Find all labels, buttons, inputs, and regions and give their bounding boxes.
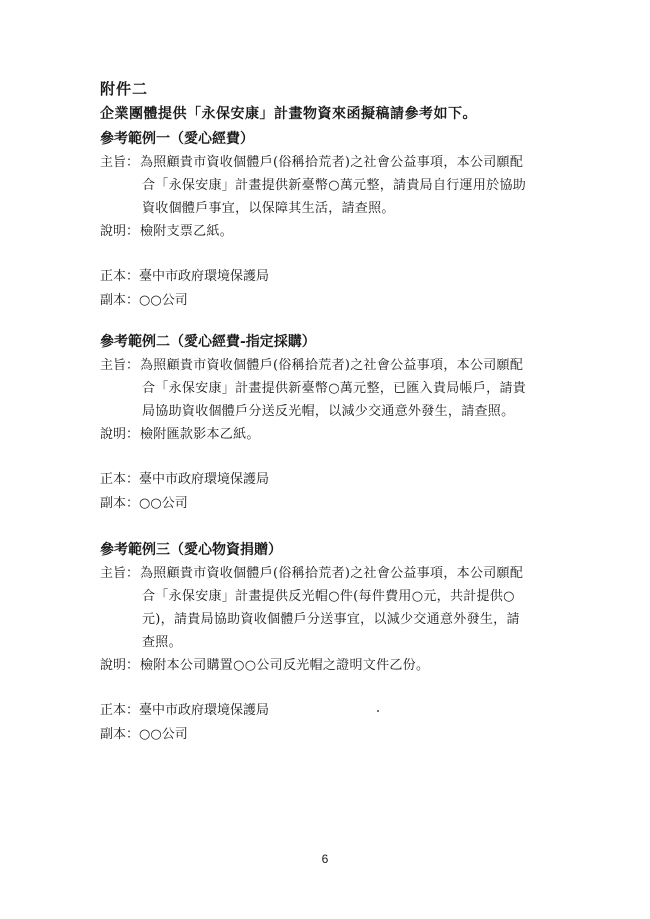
section-title: 參考範例二（愛心經費-指定採購）	[100, 334, 316, 350]
explanation-label: 說明：	[100, 224, 140, 239]
original-value: 臺中市政府環境保護局	[139, 472, 270, 487]
subject-line: 查照。	[142, 635, 182, 650]
subject-text	[140, 354, 560, 423]
original-recipient	[100, 265, 560, 289]
page-number: 6	[321, 852, 329, 866]
original-value: 臺中市政府環境保護局	[139, 269, 270, 284]
copy-label: 副本：	[100, 293, 140, 308]
original-label: 正本：	[100, 269, 140, 284]
explanation-text: 檢附本公司購置○○公司反光帽之證明文件乙份。	[140, 658, 430, 673]
subject-line: 為照顧貴市資收個體戶(俗稱拾荒者)之社會公益事項，本公司願配	[140, 155, 524, 170]
example-section-1	[100, 127, 560, 313]
explanation-text: 檢附匯款影本乙紙。	[140, 427, 260, 442]
original-label: 正本：	[100, 472, 140, 487]
copy-label: 副本：	[100, 496, 140, 511]
attachment-title: 附件二	[100, 80, 149, 98]
original-recipient	[100, 468, 560, 492]
explanation-label: 說明：	[100, 658, 140, 673]
original-recipient	[100, 699, 560, 723]
document-heading: 企業團體提供「永保安康」計畫物資來函擬稿請參考如下。	[100, 106, 477, 122]
subject-row	[100, 151, 560, 220]
subject-label: 主旨：	[100, 155, 140, 170]
section-title: 參考範例三（愛心物資捐贈）	[100, 542, 282, 558]
explanation-text: 檢附支票乙紙。	[140, 224, 234, 239]
subject-line: 合「永保安康」計畫提供反光帽○件(每件費用○元，共計提供○	[142, 589, 515, 604]
subject-line: 合「永保安康」計畫提供新臺幣○萬元整，已匯入貴局帳戶，請貴	[142, 381, 527, 396]
subject-line: 資收個體戶事宜，以保障其生活，請查照。	[142, 201, 395, 216]
copy-value: ○○公司	[139, 496, 188, 511]
subject-label: 主旨：	[100, 566, 140, 581]
explanation-row	[100, 423, 560, 446]
explanation-row	[100, 654, 560, 677]
subject-line: 局協助資收個體戶分送反光帽，以減少交通意外發生，請查照。	[142, 404, 515, 419]
section-title: 參考範例一（愛心經費）	[100, 131, 254, 147]
subject-line: 為照顧貴市資收個體戶(俗稱拾荒者)之社會公益事項，本公司願配	[140, 566, 524, 581]
original-label: 正本：	[100, 703, 140, 718]
example-section-3	[100, 538, 560, 747]
copy-recipient	[100, 289, 560, 313]
subject-line: 元)，請貴局協助資收個體戶分送事宜，以減少交通意外發生，請	[142, 612, 520, 627]
copy-value: ○○公司	[139, 727, 188, 742]
copy-label: 副本：	[100, 727, 140, 742]
subject-text	[140, 562, 560, 654]
stray-mark	[377, 710, 379, 712]
explanation-row	[100, 220, 560, 243]
subject-line: 合「永保安康」計畫提供新臺幣○萬元整，請貴局自行運用於協助	[142, 178, 527, 193]
explanation-label: 說明：	[100, 427, 140, 442]
copy-recipient	[100, 723, 560, 747]
subject-row	[100, 562, 560, 654]
example-section-2	[100, 330, 560, 516]
copy-value: ○○公司	[139, 293, 188, 308]
subject-line: 為照顧貴市資收個體戶(俗稱拾荒者)之社會公益事項，本公司願配	[140, 358, 524, 373]
original-value: 臺中市政府環境保護局	[139, 703, 270, 718]
copy-recipient	[100, 492, 560, 516]
subject-label: 主旨：	[100, 358, 140, 373]
subject-text	[140, 151, 560, 220]
subject-row	[100, 354, 560, 423]
